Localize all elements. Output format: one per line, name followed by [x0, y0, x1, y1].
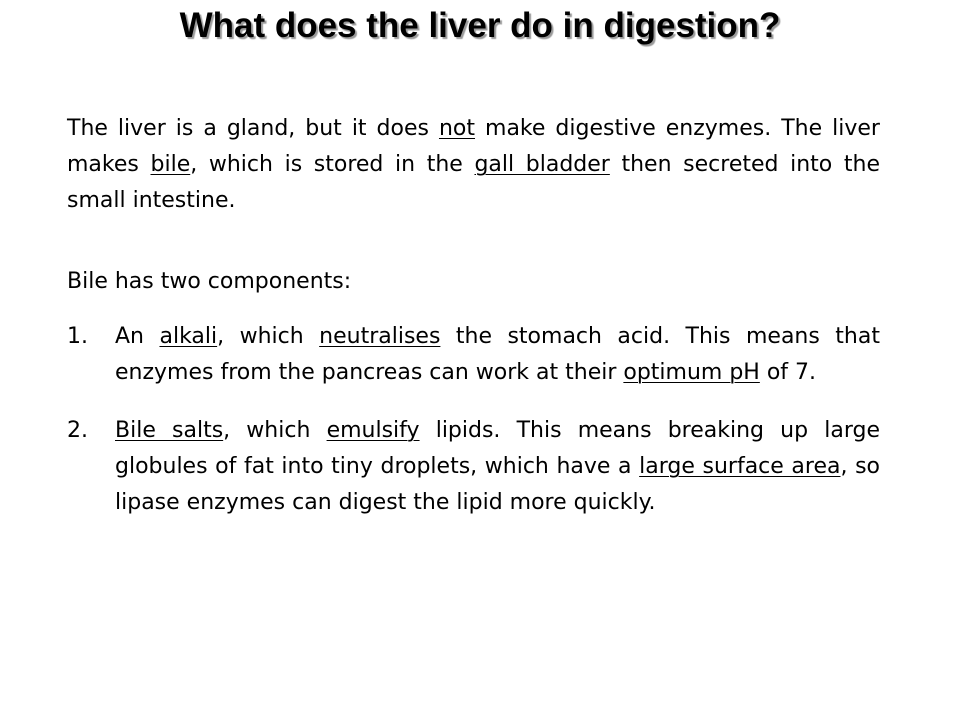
item-text: An	[115, 324, 160, 349]
item-text: of 7.	[759, 360, 817, 385]
list-item	[67, 413, 880, 521]
intro-text: , which is stored in the	[190, 152, 475, 177]
underlined-term: neutralises	[319, 324, 441, 349]
item-text: , which	[217, 324, 320, 349]
components-heading: Bile has two components:	[67, 269, 352, 294]
intro-text: The liver is a gland, but it does	[67, 116, 439, 141]
item-text: , which	[223, 418, 327, 443]
intro-paragraph	[67, 111, 880, 219]
underlined-term: gall bladder	[474, 152, 610, 177]
list-number: 1.	[67, 324, 88, 349]
underlined-term: optimum pH	[623, 360, 760, 385]
item-text: the stomach acid. This means that enzymes from the pancreas can work at their	[115, 324, 880, 385]
item-text: lipids. This means breaking up large globules of fat into tiny droplets, which have a	[115, 418, 880, 479]
underlined-term: not	[438, 116, 476, 141]
underlined-term: emulsify	[326, 418, 420, 443]
intro-text: then secreted into the small intestine.	[67, 152, 880, 213]
list-item	[67, 319, 880, 391]
intro-text: make digestive enzymes. The liver makes	[67, 116, 880, 177]
components-list	[67, 319, 880, 521]
item-text: , so lipase enzymes can digest the lipid more quickly.	[115, 454, 881, 515]
list-number: 2.	[67, 418, 88, 443]
underlined-term: Bile salts	[115, 418, 224, 443]
underlined-term: alkali	[159, 324, 218, 349]
underlined-term: large surface area	[639, 454, 841, 479]
underlined-term: bile	[150, 152, 191, 177]
slide-title: What does the liver do in digestion?	[179, 6, 781, 45]
